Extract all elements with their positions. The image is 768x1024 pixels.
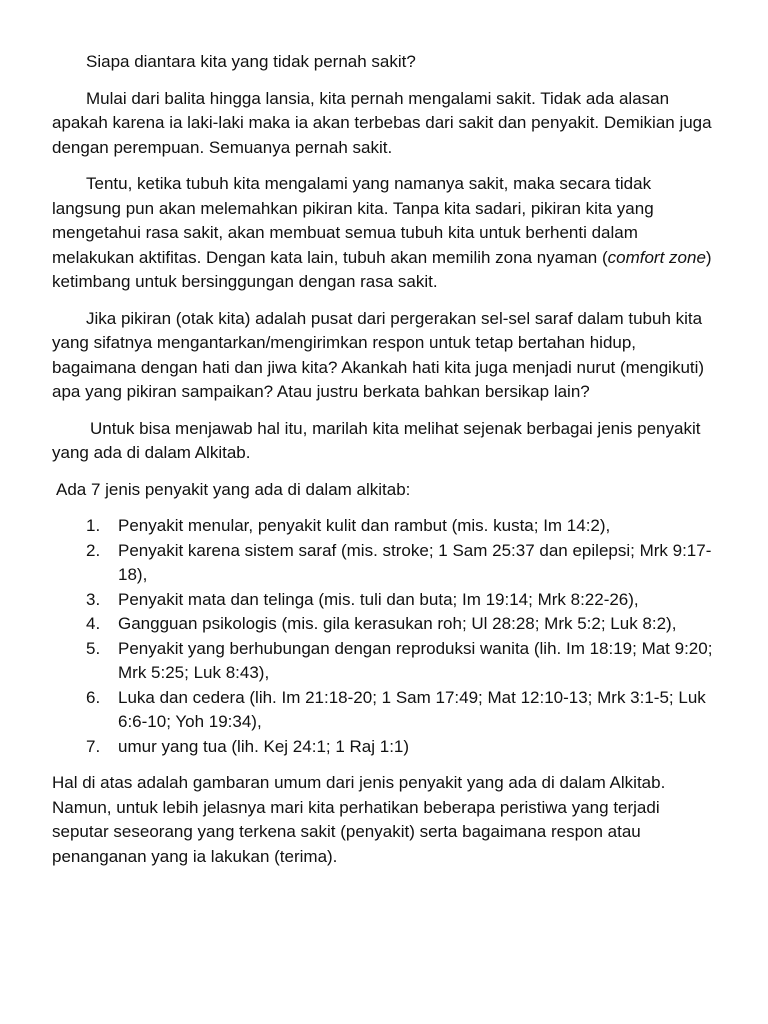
list-heading: Ada 7 jenis penyakit yang ada di dalam alkitab: [56, 479, 411, 499]
paragraph-body-mind-text-1: Tentu, ketika tubuh kita mengalami yang namanya sakit, maka secara tidak langsung pun akan melemahkan pikiran kita. Tanpa kita sadari, pikiran kita yang mengetahui rasa sakit, akan membuat semua tubuh kita untuk berhenti dalam melakukan aktifitas. Dengan kata lain, tubuh akan memilih zona nyaman ( [52, 174, 654, 267]
paragraph-heart-soul: Jika pikiran (otak kita) adalah pusat dari pergerakan sel-sel saraf dalam tubuh kita yang sifatnya mengantarkan/mengirimkan respon untuk tetap bertahan hidup, bagaimana dengan hati dan jiwa kita? Akankah hati kita juga menjadi nurut (mengikuti) apa yang pikiran sampaikan? Atau justru berkata bahkan bersikap lain? [52, 308, 705, 401]
disease-list [52, 514, 716, 759]
list-item-text: Penyakit yang berhubungan dengan reproduksi wanita (lih. Im 18:19; Mat 9:20; Mrk 5:25; Luk 8:43), [118, 638, 713, 682]
list-item [86, 612, 716, 637]
list-item-text: umur yang tua (lih. Kej 24:1; 1 Raj 1:1) [118, 736, 410, 756]
paragraph-body-mind-text-2: ) ketimbang untuk bersinggungan dengan rasa sakit. [52, 247, 712, 291]
list-item-number: 6. [86, 687, 101, 707]
list-item [86, 735, 716, 760]
list-item-text: Gangguan psikologis (mis. gila kerasukan roh; Ul 28:28; Mrk 5:2; Luk 8:2), [118, 614, 677, 633]
list-item-text: Penyakit menular, penyakit kulit dan rambut (mis. kusta; Im 14:2), [118, 516, 611, 535]
comfort-zone-term: comfort zone [607, 247, 706, 267]
list-item [86, 539, 716, 588]
paragraph-transition: Untuk bisa menjawab hal itu, marilah kita melihat sejenak berbagai jenis penyakit yang ada di dalam Alkitab. [52, 418, 701, 462]
list-item-text: Penyakit mata dan telinga (mis. tuli dan buta; Im 19:14; Mrk 8:22-26), [118, 589, 639, 609]
list-item-number: 3. [86, 589, 101, 609]
list-item-number: 4. [86, 614, 101, 633]
paragraph-closing: Hal di atas adalah gambaran umum dari jenis penyakit yang ada di dalam Alkitab. Namun, untuk lebih jelasnya mari kita perhatikan beberapa peristiwa yang terjadi seputar seseorang yang terkena sakit (penyakit) serta bagaimana respon atau penanganan yang ia lakukan (terima). [52, 773, 666, 866]
list-item-text: Penyakit karena sistem saraf (mis. stroke; 1 Sam 25:37 dan epilepsi; Mrk 9:17-18), [118, 540, 712, 584]
paragraph-body-mind [52, 172, 716, 295]
paragraph-question: Siapa diantara kita yang tidak pernah sakit? [86, 52, 416, 71]
list-item [86, 686, 716, 735]
list-item [86, 514, 716, 539]
list-item-number: 7. [86, 736, 101, 756]
list-item-number: 5. [86, 638, 101, 658]
list-item-text: Luka dan cedera (lih. Im 21:18-20; 1 Sam 17:49; Mat 12:10-13; Mrk 3:1-5; Luk 6:6-10; Yoh 19:34), [118, 687, 706, 731]
list-item [86, 588, 716, 613]
list-item-number: 1. [86, 516, 101, 535]
list-item-number: 2. [86, 540, 101, 560]
paragraph-intro: Mulai dari balita hingga lansia, kita pernah mengalami sakit. Tidak ada alasan apakah karena ia laki-laki maka ia akan terbebas dari sakit dan penyakit. Demikian juga dengan perempuan. Semuanya pernah sakit. [52, 88, 712, 157]
list-item [86, 637, 716, 686]
